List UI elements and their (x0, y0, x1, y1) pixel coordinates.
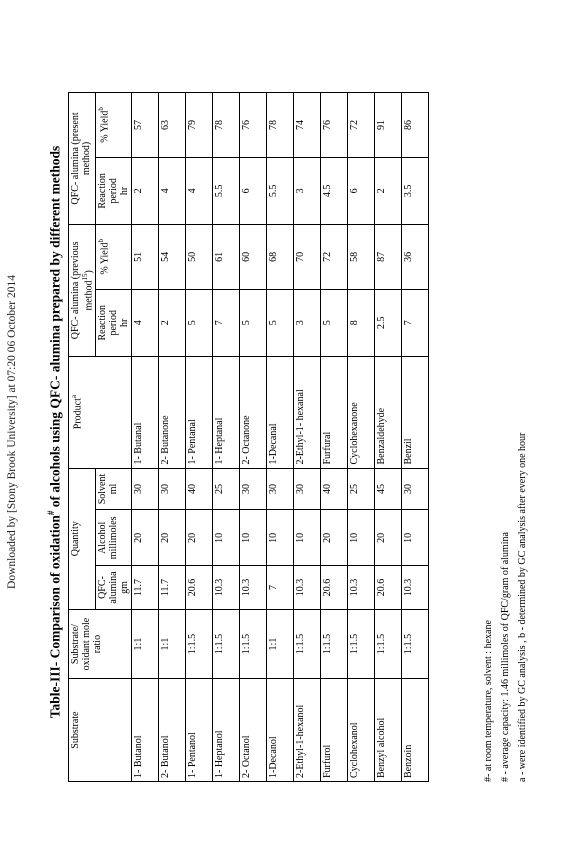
cell-qfc: 10.3 (213, 566, 240, 610)
qfc-label: QFC-alumina (97, 571, 120, 604)
cell-ratio: 1:1.5 (186, 609, 213, 678)
cell-prev-yield: 72 (321, 224, 348, 289)
cell-product: Cyclohexanone (348, 356, 375, 468)
cell-product: 2- Octanone (240, 356, 267, 468)
cell-ratio: 1:1.5 (321, 609, 348, 678)
table-row (213, 93, 240, 782)
cell-pres-yield: 78 (267, 93, 294, 158)
cell-product: 2-Ethyl-1- hexanal (294, 356, 321, 468)
cell-ratio: 1:1 (132, 609, 159, 678)
pres-period-unit: hr (119, 186, 131, 196)
cell-prev-period: 5 (186, 289, 213, 356)
cell-substrate: 2- Butanol (159, 679, 186, 782)
cell-prev-period: 5 (267, 289, 294, 356)
cell-alcohol: 10 (348, 510, 375, 566)
cell-qfc: 20.6 (321, 566, 348, 610)
cell-qfc: 20.6 (186, 566, 213, 610)
footnote-1: #- at room temperature, solvent : hexane (483, 620, 494, 782)
header-substrate: Substrate (69, 679, 132, 782)
cell-ratio: 1:1.5 (402, 609, 429, 678)
cell-pres-period: 3.5 (402, 157, 429, 224)
cell-ratio: 1:1.5 (375, 609, 402, 678)
cell-product: 1-Decanal (267, 356, 294, 468)
cell-prev-yield: 87 (375, 224, 402, 289)
cell-pres-period: 2 (132, 157, 159, 224)
table-row (375, 93, 402, 782)
header-product-label: Product (72, 398, 84, 430)
table-row (348, 93, 375, 782)
cell-product: Benzaldehyde (375, 356, 402, 468)
cell-qfc: 11.7 (159, 566, 186, 610)
title-text-rest: of alcohols using QFC- alumina prepared by different methods (47, 145, 63, 511)
cell-qfc: 7 (267, 566, 294, 610)
cell-prev-yield: 68 (267, 224, 294, 289)
cell-pres-period: 5.5 (213, 157, 240, 224)
title-text: Table-III- Comparison of oxidation (47, 515, 63, 719)
cell-prev-yield: 61 (213, 224, 240, 289)
cell-solvent: 30 (294, 468, 321, 510)
cell-solvent: 30 (132, 468, 159, 510)
cell-solvent: 40 (321, 468, 348, 510)
table-row (240, 93, 267, 782)
header-solvent (96, 468, 132, 510)
cell-product: Furfural (321, 356, 348, 468)
header-quantity: Quantity (69, 468, 96, 609)
cell-qfc: 10.3 (348, 566, 375, 610)
cell-prev-period: 4 (132, 289, 159, 356)
header-prev-yield (96, 224, 132, 289)
table-row (402, 93, 429, 782)
cell-pres-yield: 57 (132, 93, 159, 158)
cell-pres-yield: 74 (294, 93, 321, 158)
cell-pres-period: 6 (348, 157, 375, 224)
cell-solvent: 30 (402, 468, 429, 510)
cell-pres-yield: 63 (159, 93, 186, 158)
cell-pres-period: 5.5 (267, 157, 294, 224)
cell-alcohol: 20 (321, 510, 348, 566)
cell-pres-period: 6 (240, 157, 267, 224)
table-title (46, 82, 64, 782)
qfc-unit: gm (119, 581, 131, 594)
table-row (186, 93, 213, 782)
cell-pres-period: 4 (186, 157, 213, 224)
previous-method-label: QFC- alumina (previous method (70, 241, 95, 340)
cell-prev-yield: 50 (186, 224, 213, 289)
cell-solvent: 25 (213, 468, 240, 510)
cell-pres-yield: 76 (321, 93, 348, 158)
cell-qfc: 10.3 (294, 566, 321, 610)
cell-ratio: 1:1.5 (348, 609, 375, 678)
header-qfc-alumina (96, 566, 132, 610)
cell-prev-period: 3 (294, 289, 321, 356)
cell-qfc: 10.3 (240, 566, 267, 610)
cell-pres-yield: 72 (348, 93, 375, 158)
cell-prev-period: 5 (321, 289, 348, 356)
cell-substrate: 2-Ethyl-1-hexanol (294, 679, 321, 782)
cell-prev-yield: 54 (159, 224, 186, 289)
cell-substrate: 1- Pentanol (186, 679, 213, 782)
cell-solvent: 45 (375, 468, 402, 510)
cell-pres-yield: 86 (402, 93, 429, 158)
cell-qfc: 10.3 (402, 566, 429, 610)
pres-yield-label: % Yield (99, 110, 111, 143)
cell-prev-yield: 36 (402, 224, 429, 289)
table-row (321, 93, 348, 782)
table-row (132, 93, 159, 782)
prev-yield-label: % Yield (99, 242, 111, 275)
cell-ratio: 1:1.5 (294, 609, 321, 678)
previous-method-ref: 15 (81, 273, 89, 281)
cell-alcohol: 10 (294, 510, 321, 566)
cell-product: 2- Butanone (159, 356, 186, 468)
cell-prev-yield: 70 (294, 224, 321, 289)
cell-ratio: 1:1 (267, 609, 294, 678)
title-footnote-mark: # (46, 510, 56, 516)
cell-ratio: 1:1.5 (240, 609, 267, 678)
cell-solvent: 30 (159, 468, 186, 510)
cell-solvent: 30 (240, 468, 267, 510)
header-pres-yield (96, 93, 132, 158)
pres-yield-mark: b (97, 107, 106, 111)
alcohol-label: Alcohol (97, 521, 109, 554)
cell-substrate: 1- Heptanol (213, 679, 240, 782)
cell-pres-yield: 76 (240, 93, 267, 158)
cell-substrate: 1-Decanol (267, 679, 294, 782)
cell-pres-period: 3 (294, 157, 321, 224)
cell-solvent: 30 (267, 468, 294, 510)
cell-prev-period: 7 (402, 289, 429, 356)
cell-pres-yield: 79 (186, 93, 213, 158)
prev-yield-mark: b (97, 239, 106, 243)
cell-alcohol: 20 (159, 510, 186, 566)
cell-solvent: 40 (186, 468, 213, 510)
cell-substrate: Benzoin (402, 679, 429, 782)
header-previous-method (69, 224, 96, 356)
watermark-text: Downloaded by [Stony Brook University] at 07:20 06 October 2014 (6, 275, 18, 589)
table-row (267, 93, 294, 782)
cell-alcohol: 10 (402, 510, 429, 566)
table-row (159, 93, 186, 782)
cell-substrate: Furfurol (321, 679, 348, 782)
solvent-unit: ml (108, 483, 120, 495)
cell-alcohol: 10 (267, 510, 294, 566)
footnote-3: a - were identified by GC analysis , b - determined by GC analysis after every one hour (517, 432, 528, 782)
header-prev-period (96, 289, 132, 356)
solvent-label: Solvent (97, 473, 109, 505)
cell-pres-period: 2 (375, 157, 402, 224)
cell-solvent: 25 (348, 468, 375, 510)
cell-product: Benzil (402, 356, 429, 468)
cell-pres-yield: 91 (375, 93, 402, 158)
cell-prev-period: 5 (240, 289, 267, 356)
cell-prev-yield: 58 (348, 224, 375, 289)
cell-pres-period: 4.5 (321, 157, 348, 224)
cell-prev-yield: 51 (132, 224, 159, 289)
header-product (69, 356, 132, 468)
product-footnote-mark: a (70, 395, 78, 399)
cell-prev-period: 8 (348, 289, 375, 356)
cell-qfc: 11.7 (132, 566, 159, 610)
cell-product: 1- Heptanal (213, 356, 240, 468)
table-row (294, 93, 321, 782)
previous-method-close: ) (83, 270, 95, 274)
cell-pres-yield: 78 (213, 93, 240, 158)
cell-prev-period: 2.5 (375, 289, 402, 356)
cell-pres-period: 4 (159, 157, 186, 224)
alcohol-unit: millimoles (108, 516, 120, 560)
cell-alcohol: 10 (240, 510, 267, 566)
cell-prev-period: 7 (213, 289, 240, 356)
prev-period-unit: hr (119, 318, 131, 327)
header-alcohol (96, 510, 132, 566)
oxidation-comparison-table (68, 92, 429, 782)
header-row-1 (69, 93, 96, 782)
prev-period-label: Reaction period (97, 304, 120, 341)
cell-prev-period: 2 (159, 289, 186, 356)
cell-alcohol: 20 (375, 510, 402, 566)
cell-substrate: 2- Octanol (240, 679, 267, 782)
cell-substrate: 1- Butanol (132, 679, 159, 782)
cell-alcohol: 10 (213, 510, 240, 566)
cell-alcohol: 20 (186, 510, 213, 566)
header-pres-period (96, 157, 132, 224)
cell-prev-yield: 60 (240, 224, 267, 289)
pres-period-label: Reaction period (97, 173, 120, 209)
rotated-table-page (38, 82, 538, 782)
cell-substrate: Cyclohexanol (348, 679, 375, 782)
cell-product: 1- Pentanal (186, 356, 213, 468)
footnote-2: # - average capacity: 1.46 millimoles of QFC/gram of alumina (500, 532, 511, 782)
cell-ratio: 1:1.5 (213, 609, 240, 678)
header-mole-ratio: Substrate/ oxidant mole ratio (69, 609, 132, 678)
cell-qfc: 20.6 (375, 566, 402, 610)
cell-ratio: 1:1 (159, 609, 186, 678)
cell-product: 1- Butanal (132, 356, 159, 468)
cell-substrate: Benzyl alcohol (375, 679, 402, 782)
header-present-method: QFC- alumina (present method) (69, 93, 96, 225)
cell-alcohol: 20 (132, 510, 159, 566)
table-body (132, 93, 429, 782)
